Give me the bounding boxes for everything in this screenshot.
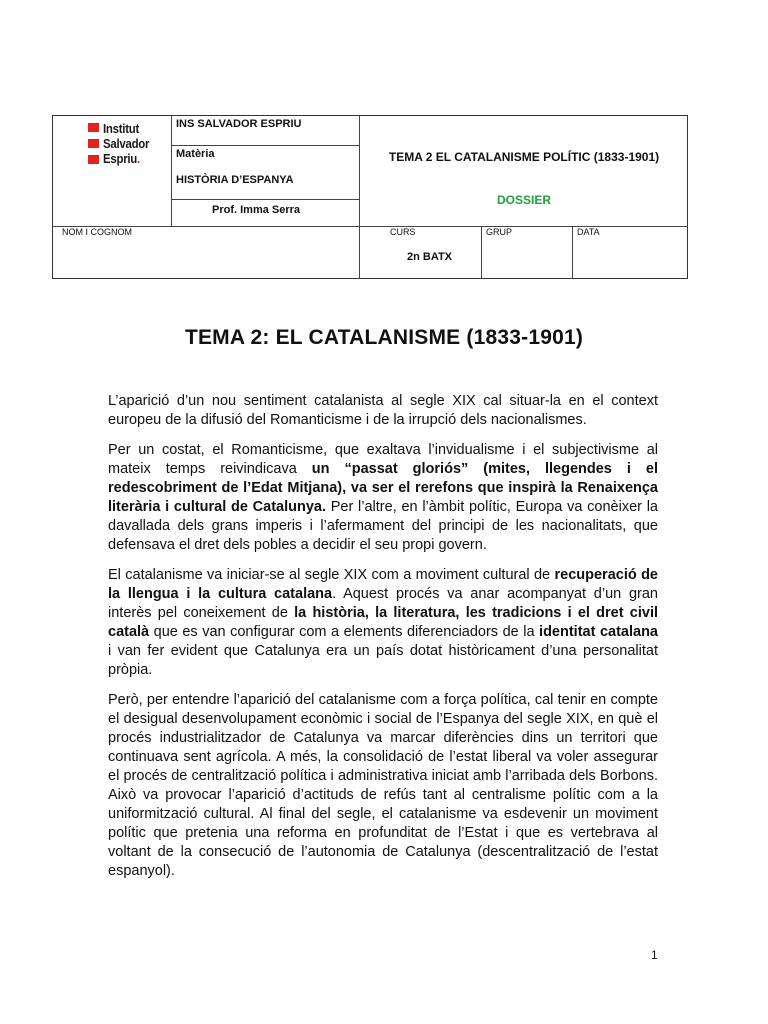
logo-line-2: Salvador [103, 136, 150, 151]
school-name: INS SALVADOR ESPRIU [176, 118, 302, 130]
teacher-name: Prof. Imma Serra [212, 204, 301, 216]
logo-line-1: Institut [103, 121, 140, 136]
body-text [108, 392, 658, 892]
page-number: 1 [651, 948, 658, 962]
course-value: 2n BATX [407, 251, 453, 263]
paragraph-4: Però, per entendre l’aparició del catalanisme com a força política, cal tenir en compte el desigual desenvolupament econòmic i social de l’Espanya del segle XIX, en què el procés industrialitzador de Catalunya va marcar diferències dins un territori que continuava sent agrícola. A més, la consolidació de l’estat liberal va voler assegurar el procés de centralització política i administrativa iniciat amb l’arribada dels Borbons. Això va provocar l’aparició d’actituds de refús tant al centralisme polític com a la uniformització cultural. Al final del segle, el catalanisme va esdevenir un moviment polític que pretenia una reforma en profunditat de l’Estat i que es vertebrava al voltant de la consecució de l’autonomia de Catalunya (descentralització de l’estat espanyol). [108, 692, 658, 879]
header-table [52, 115, 688, 279]
topic-title: TEMA 2 EL CATALANISME POLÍTIC (1833-1901) [388, 150, 660, 164]
group-label: GRUP [486, 227, 513, 237]
course-label: CURS [390, 227, 416, 237]
page-title: TEMA 2: EL CATALANISME (1833-1901) [184, 326, 584, 349]
dossier-label: DOSSIER [496, 193, 551, 207]
date-label: DATA [577, 227, 600, 237]
paragraph-2: Per un costat, el Romanticisme, que exaltava l’invidualisme i el subjectivisme al mateix temps reivindicava un “passat gloriós” (mites, llegendes i el redescobriment de l’Edat Mitjana), va ser el rerefons que inspirà la Renaixença literària i cultural de Catalunya. Per l’altre, en l’àmbit polític, Europa va conèixer la davallada dels grans imperis i l’afermament del principi de les nacionalitats, que defensava el dret dels pobles a decidir el seu propi govern. [108, 442, 658, 553]
subject-name: HISTÒRIA D’ESPANYA [176, 174, 294, 186]
paragraph-3: El catalanisme va iniciar-se al segle XIX com a moviment cultural de recuperació de la llengua i la cultura catalana. Aquest procés va anar acompanyat d’un gran interès pel coneixement de la història, la literatura, les tradicions i el dret civil català que es van configurar com a elements diferenciadors de la identitat catalana i van fer evident que Catalunya era un país dotat històricament d’una personalitat pròpia. [108, 567, 658, 678]
subject-label: Matèria [176, 148, 215, 160]
logo-line-3: Espriu. [103, 151, 140, 166]
name-label: NOM I COGNOM [62, 227, 132, 237]
paragraph-1: L’aparició d’un nou sentiment catalanista al segle XIX cal situar-la en el context europeu de la difusió del Romanticisme i de la irrupció dels nacionalismes. [108, 393, 658, 428]
